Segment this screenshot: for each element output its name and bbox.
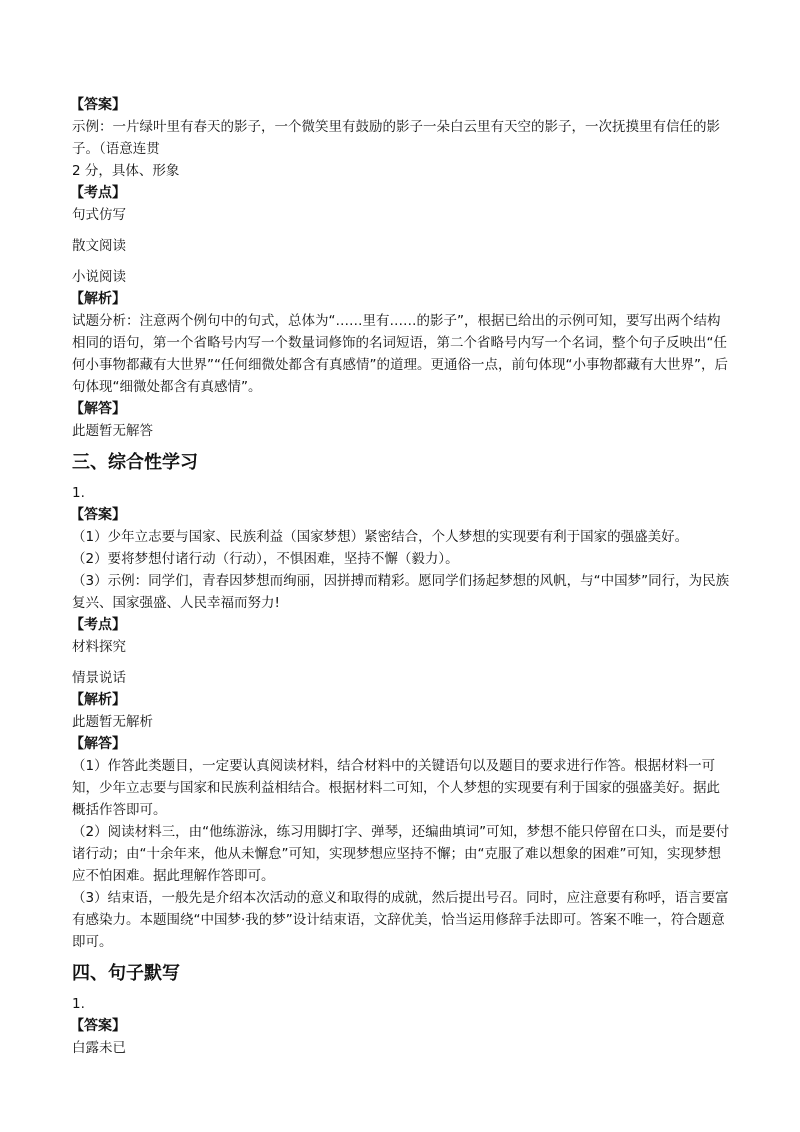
kaodian-item: 小说阅读 bbox=[72, 269, 126, 285]
document-page bbox=[72, 94, 732, 1059]
jieda-text: 此题暂无解答 bbox=[72, 423, 153, 439]
answer-item: （3）示例：同学们，青春因梦想而绚丽，因拼搏而精彩。愿同学们扬起梦想的风帆，与“中国梦”同行，为民族复兴、国家强盛、人民幸福而努力! bbox=[72, 573, 730, 611]
jieda-item: （2）阅读材料三，由“他练游泳，练习用脚打字、弹琴，还编曲填词”可知，梦想不能只停留在口头，而是要付诸行动；由“十余年来，他从未懈怠”可知，实现梦想应坚持不懈；由“克服了难以想象的困难”可知，实现梦想应不怕困难。据此理解作答即可。 bbox=[72, 824, 730, 884]
kaodian-item: 情景说话 bbox=[72, 670, 126, 686]
kaodian-heading: 【考点】 bbox=[70, 617, 126, 633]
jieda-item: （1）作答此类题目，一定要认真阅读材料，结合材料中的关键语句以及题目的要求进行作答。根据材料一可知，少年立志要与国家和民族利益相结合。根据材料二可知，个人梦想的实现要有利于国家的强盛美好。据此概括作答即可。 bbox=[72, 758, 720, 818]
answer-heading: 【答案】 bbox=[70, 97, 126, 113]
section-title: 四、句子默写 bbox=[72, 963, 180, 984]
answer-item: （1）少年立志要与国家、民族利益（国家梦想）紧密结合，个人梦想的实现要有利于国家的强盛美好。 bbox=[72, 529, 689, 545]
kaodian-item: 散文阅读 bbox=[72, 238, 126, 254]
jiexi-heading: 【解析】 bbox=[70, 291, 126, 307]
kaodian-heading: 【考点】 bbox=[70, 185, 126, 201]
question-number: 1. bbox=[72, 485, 85, 501]
answer-text: 白露未已 bbox=[72, 1040, 126, 1056]
answer-item: （2）要将梦想付诸行动（行动），不惧困难，坚持不懈（毅力）。 bbox=[72, 551, 459, 567]
question-number: 1. bbox=[72, 996, 85, 1012]
answer-text: 示例：一片绿叶里有春天的影子，一个微笑里有鼓励的影子一朵白云里有天空的影子，一次抚摸里有信任的影子。（语意连贯 bbox=[72, 119, 720, 157]
jiexi-text: 试题分析：注意两个例句中的句式，总体为“……里有……的影子”，根据已给出的示例可知，要写出两个结构相同的语句，第一个省略号内写一个数量词修饰的名词短语，第二个省略号内写一个名词，整个句子反映出“任何小事物都藏有大世界”“任何细微处都含有真感情”的道理。更通俗一点，前句体现“小事物都藏有大世界”，后句体现“细微处都含有真感情”。 bbox=[72, 313, 728, 395]
kaodian-item: 材料探究 bbox=[72, 639, 126, 655]
jiexi-text: 此题暂无解析 bbox=[72, 714, 153, 730]
kaodian-item: 句式仿写 bbox=[72, 207, 126, 223]
answer-heading: 【答案】 bbox=[70, 507, 126, 523]
jieda-heading: 【解答】 bbox=[70, 401, 126, 417]
spacer bbox=[72, 226, 732, 235]
jiexi-heading: 【解析】 bbox=[70, 692, 126, 708]
spacer bbox=[72, 257, 732, 266]
jieda-heading: 【解答】 bbox=[70, 736, 126, 752]
answer-score: 2 分，具体、形象 bbox=[72, 163, 180, 179]
jieda-item: （3）结束语，一般先是介绍本次活动的意义和取得的成就，然后提出号召。同时，应注意要有称呼，语言要富有感染力。本题围绕“中国梦·我的梦”设计结束语，文辞优美，恰当运用修辞手法即可。答案不唯一，符合题意即可。 bbox=[72, 890, 729, 950]
section-title: 三、综合性学习 bbox=[72, 452, 198, 473]
answer-heading: 【答案】 bbox=[70, 1018, 126, 1034]
spacer bbox=[72, 658, 732, 667]
